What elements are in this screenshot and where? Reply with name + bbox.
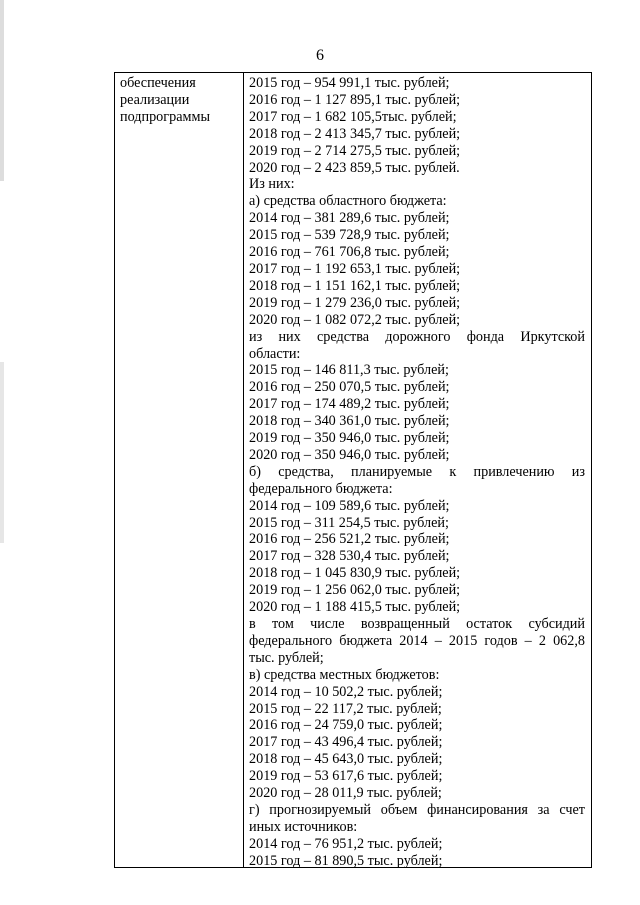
funding-line: 2017 год – 1 682 105,5тыс. рублей; [249, 108, 457, 125]
funding-line: в том числе возвращенный остаток субсидий [249, 616, 585, 632]
funding-line: 2019 год – 1 256 062,0 тыс. рублей; [249, 582, 461, 599]
table-right-cell [244, 73, 591, 867]
funding-line: 2015 год – 954 991,1 тыс. рублей; [249, 75, 450, 91]
funding-line: 2020 год – 2 423 859,5 тыс. рублей. [249, 159, 460, 176]
funding-line: г) прогнозируемый объем финансирования за счет [249, 801, 585, 818]
funding-line: 2014 год – 381 289,6 тыс. рублей; [249, 210, 450, 227]
funding-line: из них средства дорожного фонда Иркутской [249, 328, 585, 345]
funding-line: а) средства областного бюджета: [249, 193, 447, 210]
funding-line: 2015 год – 311 254,5 тыс. рублей; [249, 514, 449, 531]
funding-line: 2019 год – 350 946,0 тыс. рублей; [249, 430, 450, 447]
funding-line: иных источников: [249, 818, 358, 835]
funding-line: 2019 год – 2 714 275,5 тыс. рублей; [249, 142, 461, 159]
funding-table [114, 72, 592, 868]
funding-line: 2015 год – 81 890,5 тыс. рублей; [249, 852, 443, 869]
funding-line: в) средства местных бюджетов: [249, 666, 440, 683]
left-cell-line: реализации [120, 92, 190, 108]
funding-line: 2017 год – 328 530,4 тыс. рублей; [249, 548, 450, 565]
funding-line: 2014 год – 109 589,6 тыс. рублей; [249, 497, 450, 514]
page-number: 6 [316, 47, 324, 64]
scan-edge-mark [0, 0, 4, 905]
funding-line: тыс. рублей; [249, 649, 324, 666]
funding-line: 2018 год – 45 643,0 тыс. рублей; [249, 751, 443, 768]
funding-line: 2017 год – 1 192 653,1 тыс. рублей; [249, 260, 461, 277]
funding-line: 2016 год – 250 070,5 тыс. рублей; [249, 379, 450, 396]
left-cell-line: обеспечения [120, 75, 196, 91]
funding-line: 2016 год – 761 706,8 тыс. рублей; [249, 244, 450, 261]
funding-line: 2016 год – 256 521,2 тыс. рублей; [249, 531, 450, 548]
funding-line: Из них: [249, 176, 295, 193]
funding-line: б) средства, планируемые к привлечению из [249, 463, 585, 480]
funding-line: 2015 год – 146 811,3 тыс. рублей; [249, 362, 449, 379]
funding-line: федерального бюджета 2014 – 2015 годов – 2 062,8 [249, 632, 585, 649]
funding-line: 2014 год – 76 951,2 тыс. рублей; [249, 835, 443, 852]
funding-line: 2020 год – 28 011,9 тыс. рублей; [249, 785, 442, 802]
funding-line: федерального бюджета: [249, 480, 393, 497]
funding-line: 2017 год – 174 489,2 тыс. рублей; [249, 396, 450, 413]
funding-line: 2016 год – 1 127 895,1 тыс. рублей; [249, 91, 461, 108]
funding-line: 2015 год – 539 728,9 тыс. рублей; [249, 227, 450, 244]
funding-line: 2019 год – 53 617,6 тыс. рублей; [249, 768, 443, 785]
funding-line: 2018 год – 2 413 345,7 тыс. рублей; [249, 125, 461, 142]
table-left-cell [115, 73, 244, 867]
funding-line: 2020 год – 1 082 072,2 тыс. рублей; [249, 311, 461, 328]
funding-line: области: [249, 345, 301, 362]
funding-line: 2018 год – 1 045 830,9 тыс. рублей; [249, 565, 461, 582]
funding-line: 2019 год – 1 279 236,0 тыс. рублей; [249, 294, 461, 311]
left-cell-line: подпрограммы [120, 109, 210, 125]
funding-line: 2015 год – 22 117,2 тыс. рублей; [249, 700, 442, 717]
funding-line: 2020 год – 1 188 415,5 тыс. рублей; [249, 599, 461, 616]
funding-line: 2016 год – 24 759,0 тыс. рублей; [249, 717, 443, 734]
funding-line: 2018 год – 340 361,0 тыс. рублей; [249, 413, 450, 430]
funding-line: 2020 год – 350 946,0 тыс. рублей; [249, 446, 450, 463]
funding-line: 2017 год – 43 496,4 тыс. рублей; [249, 734, 443, 751]
funding-line: 2018 год – 1 151 162,1 тыс. рублей; [249, 277, 461, 294]
funding-line: 2014 год – 10 502,2 тыс. рублей; [249, 683, 443, 700]
